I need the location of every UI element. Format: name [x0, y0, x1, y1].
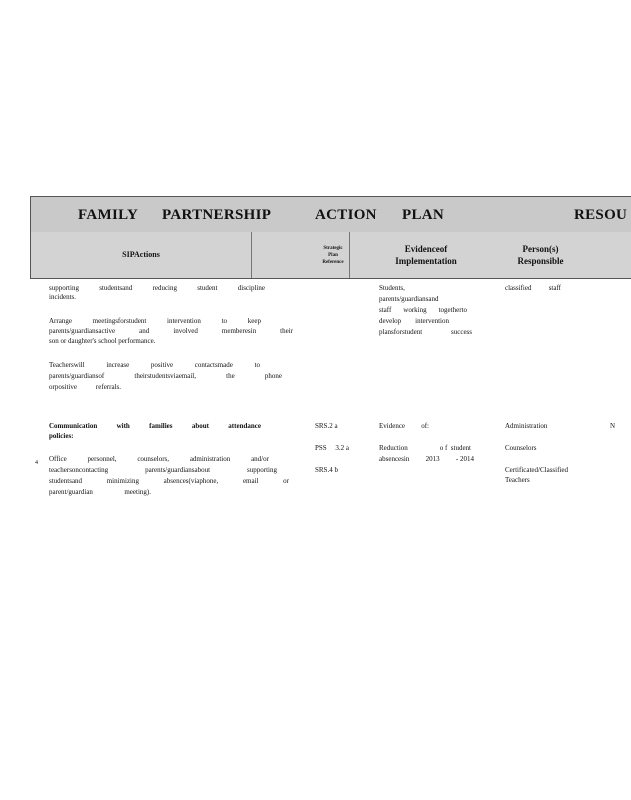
cell-text: classified	[505, 284, 532, 292]
cell-text: minimizing	[106, 477, 139, 485]
person-responsible: Administration	[505, 422, 548, 430]
header-divider	[251, 232, 252, 278]
cell-text: son or daughter's school performance.	[49, 337, 156, 345]
table-row-line	[379, 455, 474, 464]
header-sip-actions-label: SIPActions	[122, 250, 160, 259]
cell-text: staff	[548, 284, 561, 292]
table-row-line	[49, 284, 265, 293]
cell-text: success	[451, 328, 472, 336]
table-row-line	[49, 466, 277, 475]
table-row-line	[379, 306, 467, 315]
cell-text: meeting).	[124, 488, 151, 496]
table-row-line	[379, 422, 429, 431]
cell-text: about	[191, 422, 209, 430]
cell-text: and/or	[251, 455, 269, 463]
table-row-line	[49, 422, 261, 431]
person-responsible: Teachers	[505, 476, 530, 484]
table-row-line	[379, 328, 472, 337]
cell-text: discipline	[237, 284, 265, 292]
cell-text: incidents.	[49, 293, 77, 301]
header-sip-actions	[31, 232, 251, 278]
table-header-row	[30, 232, 631, 279]
cell-text: attendance	[228, 422, 261, 430]
row-number-marker: 4	[35, 460, 38, 466]
title-word-partnership: PARTNERSHIP	[162, 207, 272, 223]
cell-text: teachersoncontacting	[49, 466, 109, 474]
cut-off-column-text: N	[610, 422, 616, 430]
cell-text: positive	[150, 361, 174, 369]
person-responsible: Counselors	[505, 444, 537, 452]
cell-text: orpositive	[49, 383, 77, 391]
cell-text: contactsmade	[194, 361, 233, 369]
header-strategic-plan-reference	[311, 232, 355, 278]
header-evidence-of-implementation	[371, 232, 481, 278]
cell-text: families	[149, 422, 173, 430]
table-row-line	[49, 383, 121, 392]
cell-text: the	[226, 372, 235, 380]
cell-text: of:	[421, 422, 429, 430]
cell-text: parents/guardiansof	[49, 372, 105, 380]
cell-text: Teacherswill	[49, 361, 85, 369]
cell-text: supporting	[247, 466, 277, 474]
cell-text: - 2014	[455, 455, 474, 463]
cell-text: memberesin	[221, 327, 257, 335]
cell-text: staff	[379, 306, 392, 314]
cell-text: parent/guardian	[49, 488, 93, 496]
cell-text: and	[139, 327, 150, 335]
cell-text: studentsand	[99, 284, 133, 292]
cell-text: Students,	[379, 284, 405, 292]
cell-text: working	[403, 306, 427, 314]
cell-text: phone	[264, 372, 282, 380]
cell-text: to	[254, 361, 260, 369]
cell-text: 2013	[425, 455, 440, 463]
cell-text: increase	[106, 361, 130, 369]
cell-text: o f student	[439, 444, 471, 452]
cell-text: parents/guardiansactive	[49, 327, 116, 335]
cell-text: or	[283, 477, 289, 485]
cell-text: intervention	[415, 317, 449, 325]
table-row-line	[505, 284, 561, 293]
table-row-line	[49, 317, 261, 326]
cell-text: parents/guardiansand	[379, 295, 439, 303]
strategic-ref: PSS 3.2 a	[315, 444, 350, 452]
person-responsible: Certificated/Classified	[505, 466, 568, 474]
header-evidence-line2: Implementation	[395, 256, 457, 266]
cell-text: policies:	[49, 432, 74, 440]
cell-text: with	[116, 422, 130, 430]
header-evidence-line1: Evidenceof	[404, 244, 448, 254]
cell-text: counselors,	[137, 455, 170, 463]
title-word-family: FAMILY	[78, 207, 139, 223]
cell-text: intervention	[167, 317, 201, 325]
header-strategic-line1: Strategic	[323, 245, 343, 251]
cell-text: theirstudentsviaemail,	[134, 372, 196, 380]
table-row-line	[49, 372, 282, 381]
cell-text: Reduction	[379, 444, 408, 452]
cell-text: involved	[173, 327, 198, 335]
cell-text: Office	[49, 455, 67, 463]
header-persons-responsible	[493, 232, 588, 278]
header-person-line2: Responsible	[517, 256, 564, 266]
table-row-line	[49, 488, 151, 497]
cell-text: develop	[379, 317, 402, 325]
cell-text: absences(viaphone,	[163, 477, 219, 485]
cell-text: email	[242, 477, 259, 485]
cell-text: studentsand	[49, 477, 83, 485]
table-row-line	[379, 317, 449, 326]
title-word-action: ACTION	[315, 207, 377, 223]
plan-title-bar	[30, 196, 631, 234]
cell-text: to	[221, 317, 228, 325]
header-strategic-line2: Plan	[328, 252, 338, 258]
cell-text: administration	[189, 455, 231, 463]
cell-text: parents/guardiansabout	[145, 466, 211, 474]
cell-text: meetingsforstudent	[92, 317, 147, 325]
cell-text: absencesin	[379, 455, 410, 463]
table-row-line	[379, 444, 471, 453]
header-person-line1: Person(s)	[522, 244, 559, 254]
table-row-line	[49, 327, 293, 336]
header-strategic-line3: Reference	[322, 259, 344, 265]
table-row-line	[49, 361, 260, 370]
cell-text: Communication	[49, 422, 98, 430]
cell-text: plansforstudent	[379, 328, 423, 336]
title-word-resources: RESOU	[574, 207, 628, 223]
cell-text: Arrange	[49, 317, 72, 325]
cell-text: student	[197, 284, 218, 292]
cell-text: referrals.	[95, 383, 121, 391]
cell-text: togetherto	[438, 306, 467, 314]
cell-text: Evidence	[379, 422, 406, 430]
cell-text: reducing	[152, 284, 178, 292]
cell-text: supporting	[49, 284, 79, 292]
cell-text: their	[280, 327, 293, 335]
title-word-plan: PLAN	[402, 207, 445, 223]
strategic-ref: SRS.4 b	[315, 466, 338, 474]
cell-text: keep	[247, 317, 261, 325]
strategic-ref: SRS.2 a	[315, 422, 338, 430]
table-row-line	[49, 477, 289, 486]
cell-text: personnel,	[87, 455, 117, 463]
table-row-line	[49, 455, 269, 464]
